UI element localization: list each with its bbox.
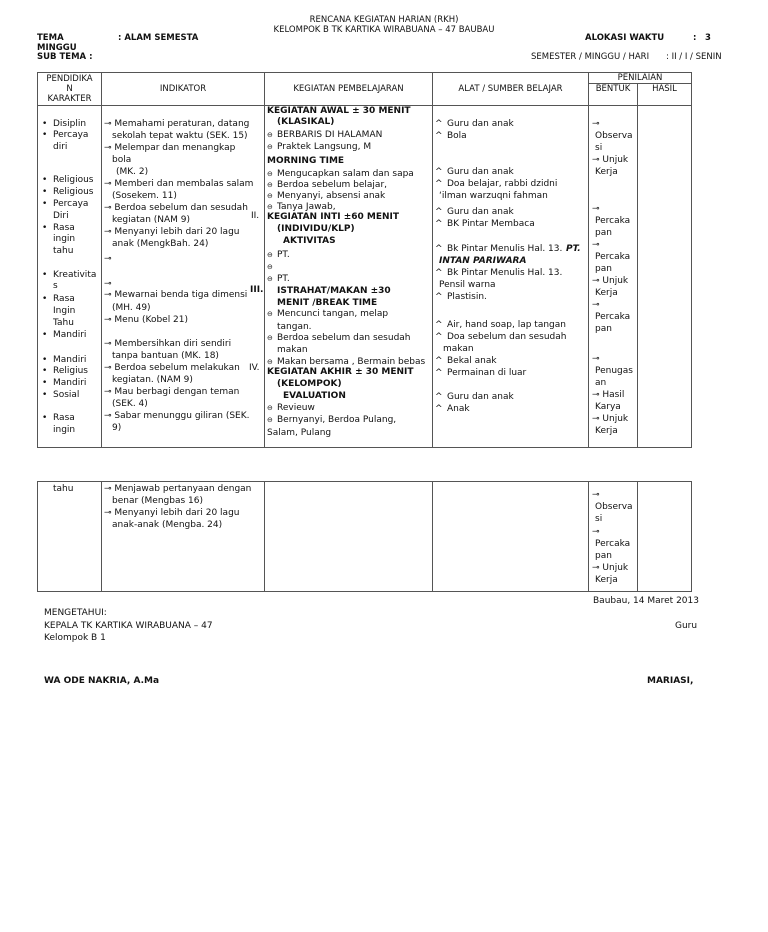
- indikator-line: bola: [112, 155, 132, 165]
- indikator-line: ⊸ Sabar menunggu giliran (SEK.: [104, 411, 250, 421]
- signatory-left: WA ODE NAKRIA, A.Ma: [44, 676, 160, 686]
- kegiatan-line: EVALUATION: [283, 391, 346, 401]
- kegiatan-line: KEGIATAN INTI ±60 MENIT: [267, 212, 400, 222]
- rkh-table: [37, 72, 692, 448]
- bentuk-line: pan: [595, 324, 612, 334]
- bentuk-line: ⊸: [592, 300, 600, 310]
- indikator-line: ⊸ Berdoa sebelum dan sesudah: [104, 203, 248, 213]
- karakter-line: • Percaya: [53, 199, 88, 209]
- caret-bullet-icon: ^: [435, 320, 443, 330]
- alokasi-value: 3: [705, 33, 711, 43]
- karakter-line: s: [53, 281, 58, 291]
- kegiatan-line: BERBARIS DI HALAMAN ⊖: [267, 130, 383, 140]
- alat-line: Air, hand soap, lap tangan ^: [435, 320, 566, 330]
- circle-bullet-icon: ⊖: [267, 263, 273, 271]
- bentuk-line: Kerja: [595, 167, 618, 177]
- kegiatan-line: (KELOMPOK): [277, 379, 342, 389]
- kegiatan-line: Mencunci tangan, melap ⊖: [267, 309, 389, 319]
- caret-bullet-icon: ^: [435, 332, 443, 342]
- bentuk-line: ⊸: [592, 490, 600, 500]
- karakter-line: • Religious: [53, 187, 94, 197]
- circle-bullet-icon: ⊖: [267, 131, 273, 139]
- indikator-line: ⊸ Melempar dan menangkap: [104, 143, 236, 153]
- bentuk-line: Percaka: [595, 252, 631, 262]
- kelompok-label: Kelompok B 1: [44, 633, 106, 643]
- karakter-line: • Rasa: [53, 223, 75, 233]
- karakter-line: • Mandiri: [53, 378, 86, 388]
- indikator-line: anak-anak (Mengba. 24): [112, 520, 223, 530]
- alat-line: Doa belajar, rabbi dzidni ^: [435, 179, 558, 189]
- karakter-line: • Rasa: [53, 413, 75, 423]
- kegiatan-line: (INDIVIDU/KLP): [277, 224, 355, 234]
- indikator-line: ⊸ Menyanyi lebih dari 20 lagu: [104, 508, 240, 518]
- circle-bullet-icon: ⊖: [267, 310, 273, 318]
- rkh-table-continued: [37, 481, 692, 592]
- kegiatan-line: ISTRAHAT/MAKAN ±30: [277, 286, 391, 296]
- kegiatan-line: Berdoa sebelum belajar, ⊖: [267, 180, 387, 190]
- indikator-line: kegiatan. (NAM 9): [112, 375, 193, 385]
- caret-bullet-icon: ^: [435, 244, 443, 254]
- bentuk-line: ⊸: [592, 527, 600, 537]
- kegiatan-line: Salam, Pulang: [267, 428, 332, 438]
- bentuk-line: Observa: [595, 131, 633, 141]
- circle-bullet-icon: ⊖: [267, 181, 273, 189]
- alat-line: Pensil warna: [439, 280, 496, 290]
- circle-bullet-icon: ⊖: [267, 416, 273, 424]
- circle-bullet-icon: ⊖: [267, 251, 273, 259]
- kegiatan-line: tangan.: [277, 322, 312, 332]
- doc-subtitle: KELOMPOK B TK KARTIKA WIRABUANA – 47 BAUBAU: [273, 25, 495, 35]
- bentuk-line: pan: [595, 228, 612, 238]
- indikator-line: kegiatan (NAM 9): [112, 215, 191, 225]
- caret-bullet-icon: ^: [435, 356, 443, 366]
- bentuk-line: ⊸: [592, 240, 600, 250]
- guru-label: Guru: [675, 621, 698, 631]
- bentuk-line: Observa: [595, 502, 633, 512]
- karakter-line: diri: [53, 142, 68, 152]
- indikator-line: II.: [251, 211, 260, 221]
- bentuk-line: si: [595, 143, 603, 153]
- bentuk-line: Percaka: [595, 539, 631, 549]
- kegiatan-line: PT. ⊖: [267, 250, 290, 260]
- karakter-line: • Disiplin: [53, 119, 86, 129]
- kegiatan-line: (KLASIKAL): [277, 117, 335, 127]
- caret-bullet-icon: ^: [435, 207, 443, 217]
- subtema-label: SUB TEMA :: [37, 52, 93, 62]
- header-bentuk: BENTUK: [589, 84, 638, 106]
- kegiatan-line: MORNING TIME: [267, 156, 345, 166]
- alat-line: makan: [443, 344, 474, 354]
- bentuk-line: Penugas: [595, 366, 633, 376]
- header-pendidikan: PENDIDIKA N KARAKTER: [38, 73, 102, 106]
- karakter-line: • Sosial: [53, 390, 79, 400]
- circle-bullet-icon: ⊖: [267, 275, 273, 283]
- caret-bullet-icon: ^: [435, 368, 443, 378]
- alat-line: Plastisin. ^: [435, 292, 487, 302]
- doc-title: RENCANA KEGIATAN HARIAN (RKH): [309, 15, 459, 25]
- caret-bullet-icon: ^: [435, 292, 443, 302]
- indikator-line: ⊸ Mewarnai benda tiga dimensi: [104, 290, 248, 300]
- bentuk-line: ⊸: [592, 119, 600, 129]
- alat-line: Permainan di luar ^: [435, 368, 527, 378]
- circle-bullet-icon: ⊖: [267, 143, 273, 151]
- caret-bullet-icon: ^: [435, 268, 443, 278]
- kegiatan-line: MENIT /BREAK TIME: [277, 298, 378, 308]
- bentuk-line: ⊸ Unjuk: [592, 563, 629, 573]
- indikator-line: (MK. 2): [116, 167, 149, 177]
- indikator-line: 9): [112, 423, 122, 433]
- bentuk-line: Kerja: [595, 575, 618, 585]
- karakter-line: Diri: [53, 211, 69, 221]
- indikator-line: ⊸ Menyanyi lebih dari 20 lagu: [104, 227, 240, 237]
- alat-line: Guru dan anak ^: [435, 207, 514, 217]
- karakter-line: • Religious: [53, 175, 94, 185]
- bentuk-line: Kerja: [595, 426, 618, 436]
- karakter-line: Tahu: [53, 318, 74, 328]
- karakter-line: Ingin: [53, 306, 76, 316]
- caret-bullet-icon: ^: [435, 119, 443, 129]
- signatory-right: MARIASI,: [647, 676, 694, 686]
- indikator-line: anak (MengkBah. 24): [112, 239, 209, 249]
- karakter-line: • Mandiri: [53, 330, 86, 340]
- bentuk-line: ⊸ Unjuk: [592, 276, 629, 286]
- bentuk-line: ⊸: [592, 204, 600, 214]
- bentuk-line: si: [595, 514, 603, 524]
- bentuk-line: an: [595, 378, 607, 388]
- kegiatan-line: Berdoa sebelum dan sesudah ⊖: [267, 333, 411, 343]
- alat-line: ‘ilman warzuqni fahman: [439, 191, 548, 201]
- header-alat: ALAT / SUMBER BELAJAR: [433, 73, 589, 106]
- indikator-line: ⊸: [104, 254, 112, 264]
- tema-value: : ALAM SEMESTA: [118, 33, 199, 43]
- header-kegiatan: KEGIATAN PEMBELAJARAN: [265, 73, 433, 106]
- circle-bullet-icon: ⊖: [267, 203, 273, 211]
- alat-line: Bola ^: [435, 131, 467, 141]
- circle-bullet-icon: ⊖: [267, 334, 273, 342]
- kegiatan-line: III.: [250, 285, 264, 295]
- indikator-line: benar (Mengbas 16): [112, 496, 204, 506]
- indikator-line: (Sosekem. 11): [112, 191, 177, 201]
- alat-line: BK Pintar Membaca ^: [435, 219, 535, 229]
- kepala-label: KEPALA TK KARTIKA WIRABUANA – 47: [44, 621, 213, 631]
- alat-line: Bk Pintar Menulis Hal. 13. ^: [435, 268, 563, 278]
- caret-bullet-icon: ^: [435, 219, 443, 229]
- alat-line: Doa sebelum dan sesudah ^: [435, 332, 567, 342]
- indikator-line: ⊸ Berdoa sebelum melakukan: [104, 363, 240, 373]
- bentuk-line: ⊸ Hasil: [592, 390, 625, 400]
- indikator-line: ⊸ Menjawab pertanyaan dengan: [104, 484, 252, 494]
- indikator-line: ⊸ Memahami peraturan, datang: [104, 119, 250, 129]
- caret-bullet-icon: ^: [435, 392, 443, 402]
- kegiatan-line: Menyanyi, absensi anak ⊖: [267, 191, 386, 201]
- header-hasil: HASIL: [638, 84, 692, 106]
- kegiatan-line: KEGIATAN AWAL ± 30 MENIT: [267, 106, 411, 116]
- bentuk-line: Karya: [595, 402, 621, 412]
- alokasi-colon: :: [693, 33, 697, 43]
- karakter-line: ingin: [53, 234, 76, 244]
- caret-bullet-icon: ^: [435, 404, 443, 414]
- kegiatan-line: Makan bersama , Bermain bebas ⊖: [267, 357, 426, 367]
- kegiatan-line: KEGIATAN AKHIR ± 30 MENIT: [267, 367, 414, 377]
- bentuk-line: ⊸: [592, 354, 600, 364]
- bentuk-line: Kerja: [595, 288, 618, 298]
- kegiatan-line: makan: [277, 345, 308, 355]
- alat-line: Guru dan anak ^: [435, 119, 514, 129]
- circle-bullet-icon: ⊖: [267, 192, 273, 200]
- circle-bullet-icon: ⊖: [267, 404, 273, 412]
- caret-bullet-icon: ^: [435, 131, 443, 141]
- bentuk-line: pan: [595, 551, 612, 561]
- karakter-line: tahu: [53, 246, 74, 256]
- caret-bullet-icon: ^: [435, 167, 443, 177]
- header-indikator: INDIKATOR: [102, 73, 265, 106]
- kegiatan-line: Revieuw ⊖: [267, 403, 315, 413]
- bentuk-line: pan: [595, 264, 612, 274]
- minggu-label: MINGGU: [37, 43, 77, 53]
- indikator-line: IV.: [249, 363, 260, 373]
- kegiatan-line: Bernyanyi, Berdoa Pulang, ⊖: [267, 415, 397, 425]
- indikator-line: ⊸ Mau berbagi dengan teman: [104, 387, 240, 397]
- indikator-line: (MH. 49): [112, 303, 151, 313]
- indikator-line: sekolah tepat waktu (SEK. 15): [112, 131, 248, 141]
- circle-bullet-icon: ⊖: [267, 170, 273, 178]
- karakter-line: • Kreativita: [53, 270, 96, 280]
- document-date: Baubau, 14 Maret 2013: [593, 596, 699, 606]
- kegiatan-line: Tanya Jawab, ⊖: [267, 202, 336, 212]
- karakter-line: • Mandiri: [53, 355, 86, 365]
- karakter-line: tahu: [53, 484, 74, 494]
- indikator-line: ⊸: [104, 279, 112, 289]
- alat-line: Guru dan anak ^: [435, 392, 514, 402]
- karakter-line: • Percaya: [53, 130, 88, 140]
- bentuk-line: ⊸ Unjuk: [592, 414, 629, 424]
- alat-line: PT.: [566, 244, 581, 254]
- karakter-line: • Rasa: [53, 294, 75, 304]
- caret-bullet-icon: ^: [435, 179, 443, 189]
- bentuk-line: Percaka: [595, 312, 631, 322]
- kegiatan-line: Mengucapkan salam dan sapa ⊖: [267, 169, 414, 179]
- alat-line: Bekal anak ^: [435, 356, 497, 366]
- circle-bullet-icon: ⊖: [267, 358, 273, 366]
- indikator-line: ⊸ Membersihkan diri sendiri: [104, 339, 232, 349]
- indikator-line: ⊸ Memberi dan membalas salam: [104, 179, 254, 189]
- kegiatan-line: AKTIVITAS: [283, 236, 336, 246]
- semester-label: SEMESTER / MINGGU / HARI: [531, 52, 650, 62]
- indikator-line: tanpa bantuan (MK. 18): [112, 351, 219, 361]
- alokasi-label: ALOKASI WAKTU: [585, 33, 665, 43]
- alat-line: Guru dan anak ^: [435, 167, 514, 177]
- tema-label: TEMA: [37, 33, 64, 43]
- bentuk-line: ⊸ Unjuk: [592, 155, 629, 165]
- header-penilaian: PENILAIAN: [589, 73, 692, 84]
- kegiatan-line: PT. ⊖: [267, 274, 290, 284]
- mengetahui-label: MENGETAHUI:: [44, 608, 107, 618]
- semester-value: : II / I / SENIN: [666, 52, 722, 62]
- karakter-line: • Religius: [53, 366, 88, 376]
- kegiatan-line: Praktek Langsung, M ⊖: [267, 142, 372, 152]
- alat-line: Bk Pintar Menulis Hal. 13. ^: [435, 244, 563, 254]
- alat-line: Anak ^: [435, 404, 470, 414]
- indikator-line: (SEK. 4): [112, 399, 148, 409]
- bentuk-line: Percaka: [595, 216, 631, 226]
- indikator-line: ⊸ Menu (Kobel 21): [104, 315, 189, 325]
- alat-line: INTAN PARIWARA: [439, 256, 527, 266]
- karakter-line: ingin: [53, 425, 76, 435]
